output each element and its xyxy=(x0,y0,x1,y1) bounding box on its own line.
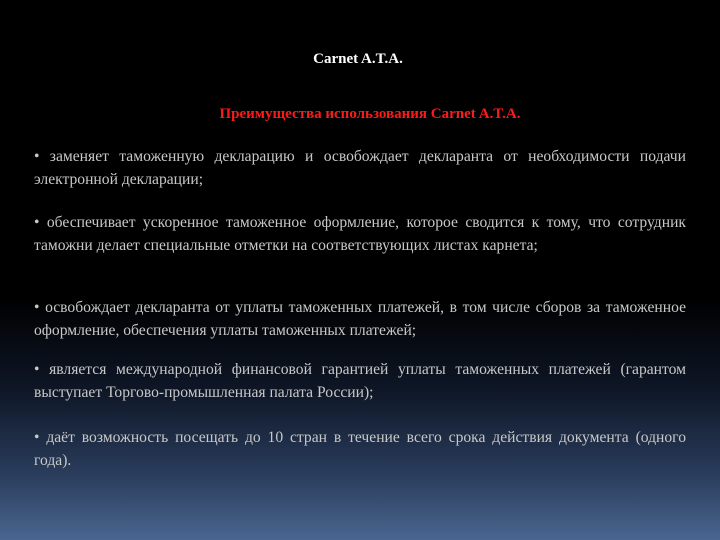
slide-subtitle-text: Преимущества использования Carnet A.T.A. xyxy=(219,106,521,122)
slide-title-text: Carnet A.T.A. xyxy=(313,51,403,67)
list-item: • обеспечивает ускоренное таможенное оформление, которое сводится к тому, что сотрудник таможни делает специальные отметки на соответствующих листах карнета; xyxy=(34,214,686,254)
slide-title xyxy=(0,51,720,68)
slide-subtitle xyxy=(0,106,720,123)
advantages-list xyxy=(34,146,686,469)
list-item: • освобождает декларанта от уплаты таможенных платежей, в том числе сборов за таможенное оформление, обеспечения уплаты таможенных платежей; xyxy=(34,299,686,339)
list-item: • даёт возможность посещать до 10 стран в течение всего срока действия документа (одного года). xyxy=(34,429,686,469)
list-item: • заменяет таможенную декларацию и освобождает декларанта от необходимости подачи электронной декларации; xyxy=(34,148,686,188)
list-item: • является международной финансовой гарантией уплаты таможенных платежей (гарантом выступает Торгово-промышленная палата России); xyxy=(34,361,686,401)
